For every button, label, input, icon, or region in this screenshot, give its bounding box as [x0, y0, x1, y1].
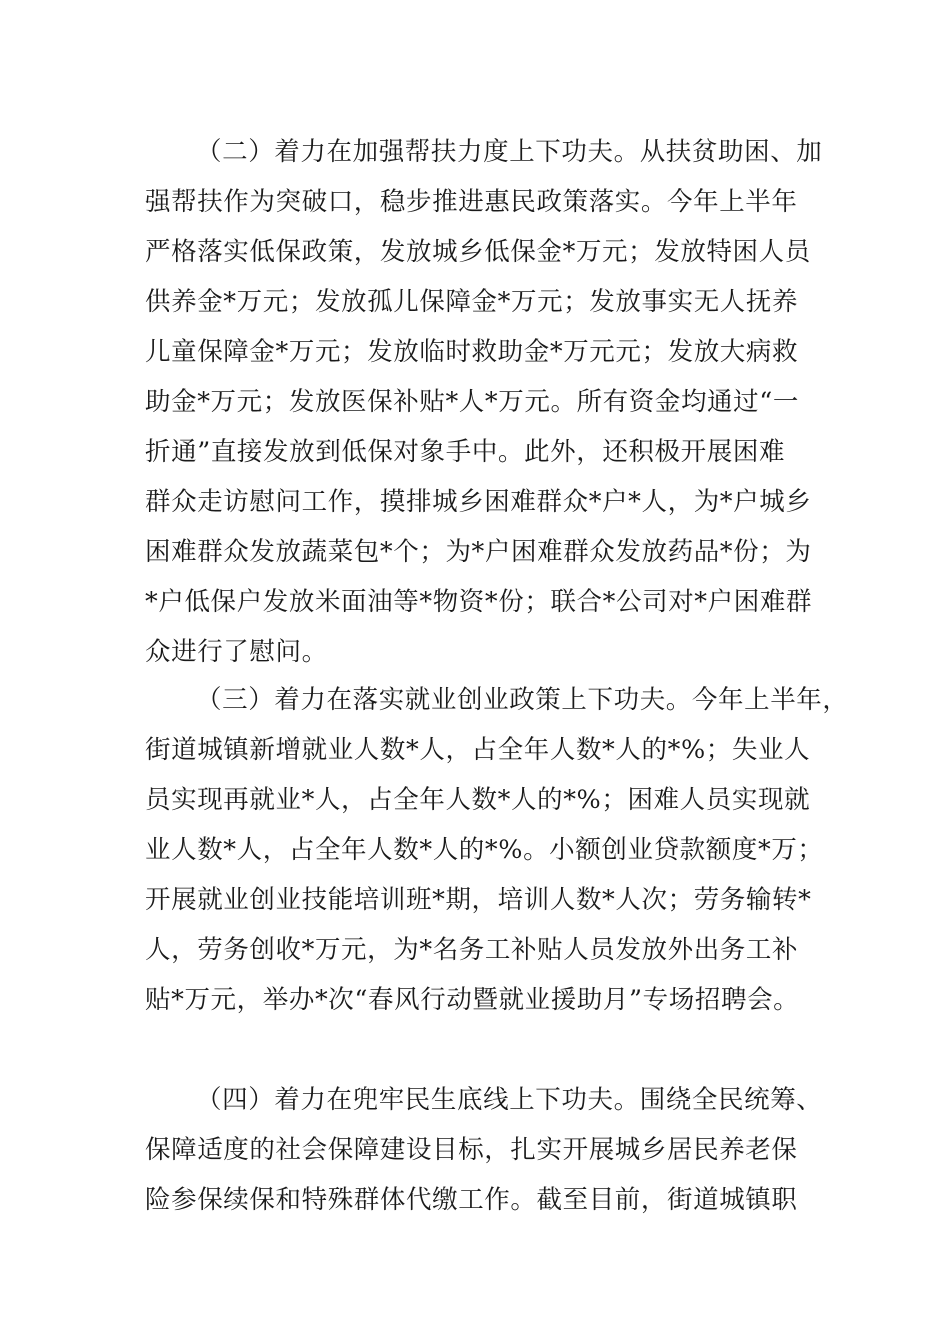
paragraph-line: 众进行了慰问。 — [145, 637, 328, 667]
paragraph-line: 开展就业创业技能培训班*期，培训人数*人次；劳务输转* — [145, 885, 812, 915]
paragraph-line: 贴*万元，举办*次“春风行动暨就业援助月”专场招聘会。 — [145, 985, 800, 1015]
paragraph-line: 强帮扶作为突破口，稳步推进惠民政策落实。今年上半年 — [145, 187, 798, 217]
paragraph-line: 街道城镇新增就业人数*人，占全年人数*人的*%；失业人 — [145, 735, 811, 765]
paragraph-line: （二）着力在加强帮扶力度上下功夫。从扶贫助困、加 — [196, 137, 823, 167]
paragraph-line: 业人数*人，占全年人数*人的*%。小额创业贷款额度*万； — [145, 835, 824, 865]
paragraph-line: 儿童保障金*万元；发放临时救助金*万元元；发放大病救 — [145, 337, 799, 367]
paragraph-line: 助金*万元；发放医保补贴*人*万元。所有资金均通过“一 — [145, 387, 799, 417]
paragraph-line: 险参保续保和特殊群体代缴工作。截至目前，街道城镇职 — [145, 1185, 798, 1215]
paragraph-line: 人，劳务创收*万元，为*名务工补贴人员发放外出务工补 — [145, 935, 799, 965]
paragraph-line: 折通”直接发放到低保对象手中。此外，还积极开展困难 — [145, 437, 786, 467]
paragraph-line: 供养金*万元；发放孤儿保障金*万元；发放事实无人抚养 — [145, 287, 799, 317]
paragraph-line: （三）着力在落实就业创业政策上下功夫。今年上半年， — [196, 685, 849, 715]
paragraph-line: *户低保户发放米面油等*物资*份；联合*公司对*户困难群 — [145, 587, 813, 617]
paragraph-line: 困难群众发放蔬菜包*个；为*户困难群众发放药品*份；为 — [145, 537, 812, 567]
paragraph-line: 保障适度的社会保障建设目标，扎实开展城乡居民养老保 — [145, 1135, 798, 1165]
paragraph-line: （四）着力在兜牢民生底线上下功夫。围绕全民统筹、 — [196, 1085, 823, 1115]
paragraph-line: 严格落实低保政策，发放城乡低保金*万元；发放特困人员 — [145, 237, 811, 267]
paragraph-line: 群众走访慰问工作，摸排城乡困难群众*户*人，为*户城乡 — [145, 487, 812, 517]
paragraph-line: 员实现再就业*人，占全年人数*人的*%；困难人员实现就 — [145, 785, 811, 815]
